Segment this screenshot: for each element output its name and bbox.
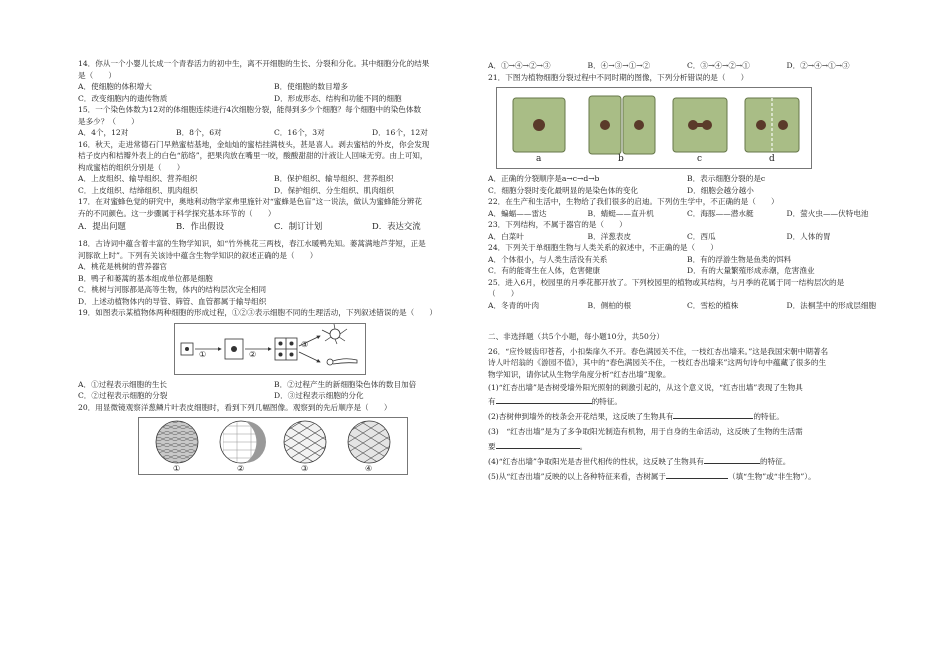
question-text: 构成蜜桔的组织分别是（ ） xyxy=(78,162,185,172)
option-b: B．④→③→①→② xyxy=(587,61,651,70)
option-a: A．桃花是桃树的营养器官 xyxy=(78,262,168,271)
question-18 xyxy=(78,238,470,307)
view-label: ② xyxy=(237,464,245,473)
answer-blank[interactable] xyxy=(496,440,580,449)
cell-division-svg xyxy=(497,88,811,168)
question-text: 23．下列结构，不属于器官的是（ ） xyxy=(488,220,627,229)
option-b: B．保护组织、输导组织、营养组织 xyxy=(274,174,394,183)
option-c: C．海豚——潜水艇 xyxy=(687,208,754,218)
subquestion-2 xyxy=(488,409,886,424)
option-d: D．②→④→①→③ xyxy=(786,61,850,70)
option-a: A．提出问题 xyxy=(78,221,126,231)
question-17 xyxy=(78,196,470,233)
step-label: ① xyxy=(199,349,207,359)
question-text: 16．秋天，走进常德石门早熟蜜桔基地，金灿灿的蜜桔挂满枝头，甚是喜人。剥去蜜桔的外皮，你会发现 xyxy=(78,139,430,149)
option-c: C．西瓜 xyxy=(687,231,716,241)
subquestion-1-answer-line xyxy=(488,394,886,409)
text: 有 xyxy=(488,396,496,406)
question-text: 15．一个染色体数为12对的体细胞连续进行4次细胞分裂，能得到多少个细胞？每个细胞中的染色体数 xyxy=(78,105,422,114)
cell-formation-diagram xyxy=(174,323,366,375)
step-label: ③ xyxy=(301,339,309,349)
question-20-options xyxy=(488,60,886,72)
question-text: 是（ ） xyxy=(78,70,116,80)
subquestion-3: (3) “红杏出墙”是为了多争取阳光制造有机物，用于自身的生命活动，这反映了生物的生活需 xyxy=(488,426,803,436)
option-d: D．细胞会越分越小 xyxy=(687,185,754,195)
stage-label: a xyxy=(536,154,542,164)
option-b: B．作出假设 xyxy=(176,221,225,231)
option-a: A．4个，12对 xyxy=(78,128,129,137)
option-d: D．萤火虫——伏特电池 xyxy=(786,208,869,218)
question-text: 26．“应怜屐齿印苍苔，小扣柴扉久不开。春色满园关不住，一枝红杏出墙来。”这是我国宋朝中期著名 xyxy=(488,346,829,356)
text: 的特征。 xyxy=(591,396,622,406)
option-a: A．上皮组织、输导组织、营养组织 xyxy=(78,174,198,183)
question-21 xyxy=(488,72,886,197)
option-c: C．桃树与河豚都是高等生物，体内的结构层次完全相同 xyxy=(78,285,267,294)
left-column xyxy=(78,58,470,475)
text: (4)“红杏出墙”争取阳光是杏世代相传的性状，这反映了生物具有 xyxy=(488,456,704,466)
cell-formation-svg xyxy=(175,324,365,374)
question-text: 17．在对蜜蜂色觉的研究中，奥地利动物学家弗里施针对“蜜蜂是色盲”这一说法，做认为蜜蜂能分辨花 xyxy=(78,197,422,206)
option-b: B．表示细胞分裂的是c xyxy=(687,174,766,183)
option-b: B．鸭子和蒌蒿的基本组成单位都是细胞 xyxy=(78,273,213,283)
option-a: A．①过程表示细胞的生长 xyxy=(78,379,168,389)
question-26 xyxy=(488,346,886,484)
stage-label: c xyxy=(697,154,703,164)
answer-blank[interactable] xyxy=(704,455,760,464)
option-c: C．改变细胞内的遗传物质 xyxy=(78,93,168,103)
question-text: 是多少？（ ） xyxy=(78,116,139,126)
option-d: D．法桐茎中的形成层细胞 xyxy=(786,300,877,310)
option-b: B．②过程产生的新细胞染色体的数目加倍 xyxy=(274,379,417,389)
answer-blank[interactable] xyxy=(496,395,592,404)
question-text: 诗人叶绍翁的《游园不值》，其中的“春色满园关不住，一枝红杏出墙来”这两句诗句中蕴藏了很多的生 xyxy=(488,358,827,367)
text: 的特征。 xyxy=(753,411,784,421)
section-heading: 二、非选择题（共5个小题，每小题10分，共50分） xyxy=(488,332,665,341)
question-text: （ ） xyxy=(488,289,519,298)
option-d: D．上述动植物体内的导管、筛管、血管都属于输导组织 xyxy=(78,296,267,306)
question-text: 物学知识，请你试从生物学角度分析“红杏出墙”现象。 xyxy=(488,369,671,379)
option-c: C．②过程表示细胞的分裂 xyxy=(78,391,168,400)
view-label: ④ xyxy=(365,464,373,473)
option-b: B．侧柏的根 xyxy=(587,300,632,310)
question-25 xyxy=(488,277,886,312)
question-16 xyxy=(78,139,470,197)
question-19 xyxy=(78,307,470,402)
text: （填“生物”或“非生物”）。 xyxy=(728,471,816,481)
question-text: 25．进入6月，校园里的月季花都开放了。下列校园里的植物或其结构，与月季的花属于同一结构层次的是 xyxy=(488,277,845,287)
option-a: A．白菜叶 xyxy=(488,231,524,241)
option-c: C．16个，3对 xyxy=(274,128,325,137)
right-column xyxy=(488,60,886,484)
subquestion-4 xyxy=(488,454,886,469)
option-d: D．形成形态、结构和功能不同的细胞 xyxy=(274,93,402,103)
option-d: D．有的大量繁殖形成赤潮，危害渔业 xyxy=(687,266,815,275)
stage-label: b xyxy=(618,154,624,164)
option-b: B．有的浮游生物是鱼类的饵料 xyxy=(687,254,792,264)
cell-division-figure xyxy=(496,87,812,169)
question-20 xyxy=(78,402,470,476)
option-d: D．人体的胃 xyxy=(786,231,831,241)
question-text: 24．下列关于单细胞生物与人类关系的叙述中，不正确的是（ ） xyxy=(488,243,718,252)
option-b: B．洋葱表皮 xyxy=(587,231,632,241)
text: (2)杏树伸到墙外的枝条会开花结果，这反映了生物具有 xyxy=(488,411,674,421)
question-text: 河豚欲上时”。下列有关该诗中蕴含生物学知识的叙述正确的是（ ） xyxy=(78,250,318,260)
question-text: 14．你从一个小婴儿长成一个青春活力的初中生，离不开细胞的生长、分裂和分化。其中细胞分化的结果 xyxy=(78,59,430,68)
option-a: A．蝙蝠——雷达 xyxy=(488,208,547,218)
option-a: A．正确的分裂顺序是a→c→d→b xyxy=(488,174,600,183)
text: (5)从“红杏出墙”反映的以上各种特征来看，杏树属于 xyxy=(488,471,666,481)
option-a: A．个体很小，与人类生活没有关系 xyxy=(488,254,608,264)
option-a: A．使细胞的体积增大 xyxy=(78,82,152,91)
view-label: ① xyxy=(173,464,181,473)
option-c: C．细胞分裂时变化最明显的是染色体的变化 xyxy=(488,185,639,195)
option-c: C．有的能寄生在人体，危害健康 xyxy=(488,266,601,275)
question-23 xyxy=(488,219,886,242)
option-c: C．③→④→②→① xyxy=(687,61,750,70)
question-text: 22．在生产和生活中，生物给了我们很多的启迪。下列仿生学中，不正确的是（ ） xyxy=(488,197,779,206)
option-d: D．③过程表示细胞的分化 xyxy=(274,391,364,400)
option-a: A．①→④→②→③ xyxy=(488,61,551,70)
subquestion-5 xyxy=(488,469,886,484)
text: 要 xyxy=(488,441,496,451)
answer-blank[interactable] xyxy=(666,470,728,479)
option-d: D．表达交流 xyxy=(372,221,421,231)
text: 。 xyxy=(579,441,588,451)
stage-label: d xyxy=(769,154,775,164)
question-15 xyxy=(78,104,470,139)
question-24 xyxy=(488,242,886,277)
question-text: 卉的不同颜色。这一步骤属于科学探究基本环节的（ ） xyxy=(78,208,276,218)
subquestion-1: (1)“红杏出墙”是杏树受墙外阳光照射的刺激引起的，从这个意义说，“红杏出墙”表现了生物具 xyxy=(488,383,803,392)
subquestion-3-answer-line xyxy=(488,439,886,454)
option-b: B．使细胞的数目增多 xyxy=(274,82,348,91)
option-b: B．8个，6对 xyxy=(176,128,222,137)
question-text: 20．用显微镜观察洋葱鳞片叶表皮细胞时，看到下列几幅图像。观察到的先后顺序是（ ） xyxy=(78,402,392,412)
question-text: 18．古诗词中蕴含着丰富的生物学知识，如“竹外桃花三两枝，春江水暖鸭先知。蒌蒿满地芦芽短，正是 xyxy=(78,239,426,248)
answer-blank[interactable] xyxy=(673,410,753,419)
question-text: 桔子皮内和桔瓣外表上的白色“筋络”，把果肉放在嘴里一咬，酸酸甜甜的汁液让人回味无穷。由上可知， xyxy=(78,151,428,160)
step-label: ② xyxy=(249,349,257,359)
option-c: C．雪松的植株 xyxy=(687,300,739,310)
option-d: D．保护组织、分生组织、肌肉组织 xyxy=(274,185,394,195)
question-text: 19．如图表示某植物体两种细胞的形成过程，①②③表示细胞不同的生理活动，下列叙述错误的是（ ） xyxy=(78,308,437,317)
option-c: C．上皮组织、结缔组织、肌肉组织 xyxy=(78,185,198,195)
microscope-views-figure xyxy=(138,417,408,475)
option-d: D．16个，12对 xyxy=(372,128,428,137)
option-b: B．蜻蜓——直升机 xyxy=(587,208,654,218)
option-c: C．制订计划 xyxy=(274,221,323,231)
text: 的特征。 xyxy=(759,456,791,466)
view-label: ③ xyxy=(301,464,309,473)
question-22 xyxy=(488,196,886,219)
question-14 xyxy=(78,58,470,104)
question-text: 21．下图为植物细胞分裂过程中不同时期的图像，下列分析错误的是（ ） xyxy=(488,72,749,82)
option-a: A．冬青的叶肉 xyxy=(488,300,540,310)
